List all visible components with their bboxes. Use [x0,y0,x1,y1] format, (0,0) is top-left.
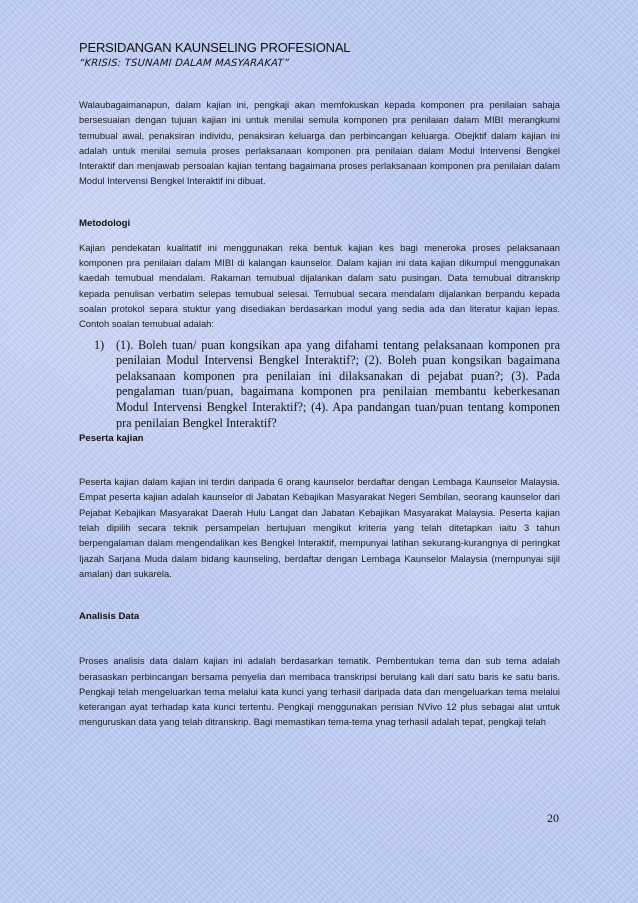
analisis-paragraph: Proses analisis data dalam kajian ini adalah berdasarkan tematik. Pembentukan tema dan sub tema adalah berasaskan perbincangan bersama penyelia dan membaca transkripsi berulang kali dari satu baris ke satu baris. Pengkaji telah mengeluarkan tema melalui kata kunci yang terhasil daripada data dan mengeluarkan tema melalui keterangan ayat terhadap kata kunci tertentu. Pengkaji menggunakan perisian NVivo 12 plus sebagai alat untuk menguruskan data yang telah ditranskrip. Bagi memastikan tema-tema ynag terhasil adalah tepat, pengkaji telah [79,655,560,728]
intro-paragraph: Walaubagaimanapun, dalam kajian ini, pengkaji akan memfokuskan kepada komponen pra penilaian sahaja bersesuaian dengan tujuan kajian ini untuk menilai semula komponen pra penilaian dalam MIBI merangkumi temubual awal, penaksiran individu, penaksiran keluarga dan perbincangan keluarga. Obejktif dalam kajian ini adalah untuk menilai semula proses perlaksanaan komponen pra penilaian dalam Modul Intervensi Bengkel Interaktif dan menjawab persoalan kajian tentang bagaimana proses perlaksanaan komponen pra penilaian dalam Modul Intervensi Bengkel Interaktif ini dibuat. [79,99,560,187]
document-body [79,97,560,730]
list-marker: 1) [94,337,105,352]
conference-theme: “KRISIS: TSUNAMI DALAM MASYARAKAT” [78,58,290,69]
interview-questions: (1). Boleh tuan/ puan kongsikan apa yang difahami tentang pelaksanaan komponen pra penilaian Modul Intervensi Bengkel Interaktif?; (2). Boleh puan kongsikan bagaimana pelaksanaan komponen pra penilaian ini dilaksanakan di pejabat puan?; (3). Pada pengalaman tuan/puan, bagaimana komponen pra penilaian membantu keberkesanan Modul Intervensi Bengkel Interaktif?; (4). Apa pandangan tuan/puan tentang komponen pra penilaian Bengkel Interaktif? [116,337,560,430]
conference-title: PERSIDANGAN KAUNSELING PROFESIONAL [79,40,351,55]
page-header [79,40,559,71]
metodologi-paragraph: Kajian pendekatan kualitatif ini menggunakan reka bentuk kajian kes bagi meneroka proses pelaksanaan komponen pra penilaian dalam MIBI di kalangan kaunselor. Dalam kajian ini data kajian dikumpul menggunakan kaedah temubual mendalam. Rakaman temubual dijalankan dalam satu pusingan. Data temubual ditranskrip kepada penulisan verbatim selepas temubual selesai. Temubual secara mendalam dijalankan berpandu kepada soalan protokol separa stuktur yang disediakan berdasarkan modul yang sedia ada dan literatur kajian lepas. Contoh soalan temubual adalah: [79,241,560,330]
interview-question-list [79,338,560,432]
analisis-heading: Analisis Data [79,611,140,623]
metodologi-heading: Metodologi [79,217,131,229]
page-number: 20 [547,811,559,825]
list-item [79,338,560,432]
peserta-heading: Peserta kajian [79,433,144,445]
peserta-paragraph: Peserta kajian dalam kajian ini terdiri daripada 6 orang kaunselor berdaftar dengan Lembaga Kaunselor Malaysia. Empat peserta kajian adalah kaunselor di Jabatan Kebajikan Masyarakat Negeri Sembilan, seorang kaunselor dari Pejabat Kebajikan Masyarakat Daerah Hulu Langat dan Jabatan Kebajikan Masyarakat Malaysia. Peserta kajian telah dipilih secara teknik persampelan bertujuan mengikut kriteria yang telah ditetapkan iaitu 3 tahun berpengalaman dalam mengendalikan kes Bengkel Interaktif, mempunyai latihan sekurang-kurangnya di peringkat Ijazah Sarjana Muda dalam bidang kaunseling, berdaftar dengan Lembaga Kaunselor Malaysia (mempunyai sijil amalan) dan sukarela. [79,476,560,579]
